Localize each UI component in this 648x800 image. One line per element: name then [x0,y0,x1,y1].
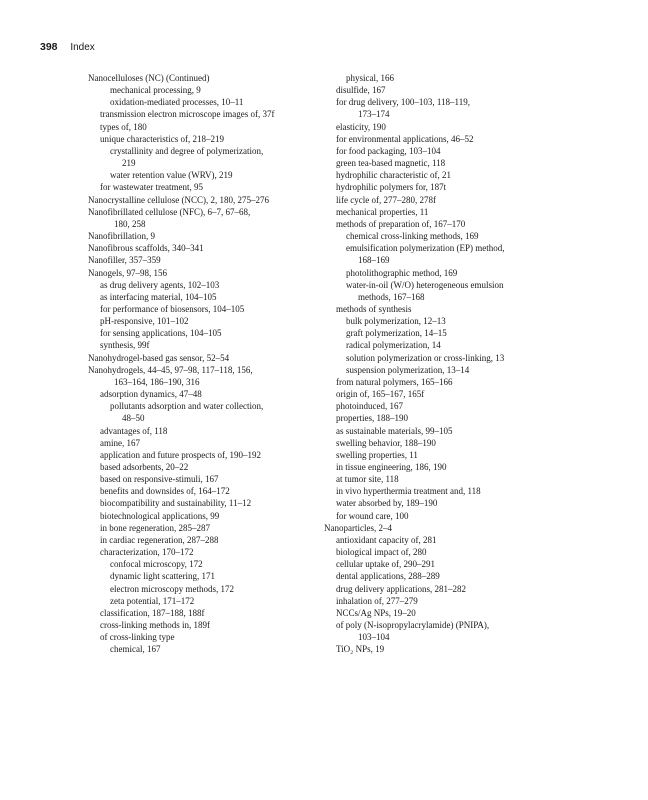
index-entry: adsorption dynamics, 47–48 [100,389,202,400]
index-entry: physical, 166 [346,73,394,83]
index-entry: suspension polymerization, 13–14 [346,364,470,375]
index-entry: unique characteristics of, 218–219 [100,133,224,144]
index-entry: Nanogels, 97–98, 156 [88,267,167,278]
index-entry: Nanoparticles, 2–4 [324,522,392,533]
index-entry: cross-linking methods in, 189f [100,620,210,631]
index-entry: hydrophilic characteristic of, 21 [336,170,451,181]
index-entry: confocal microscopy, 172 [110,559,203,570]
index-entry: at tumor site, 118 [336,474,399,485]
index-entry: based adsorbents, 20–22 [100,462,189,472]
index-entry: 173–174 [358,109,390,120]
index-entry: hydrophilic polymers for, 187t [336,182,447,193]
index-entry: Nanocelluloses (NC) (Continued) [88,73,210,83]
index-entry: in tissue engineering, 186, 190 [336,462,447,472]
index-entry: Nanofibrillated cellulose (NFC), 6–7, 67–68, [88,206,251,217]
index-entry: 163–164, 186–190, 316 [114,376,200,387]
index-entry: inhalation of, 277–279 [336,595,418,606]
index-entry: from natural polymers, 165–166 [336,376,453,387]
index-entry: chemical, 167 [110,644,161,655]
index-entry: for wastewater treatment, 95 [100,182,203,193]
index-entry: water-in-oil (W/O) heterogeneous emulsion [346,279,504,290]
index-entry: swelling behavior, 188–190 [336,437,436,448]
index-entry: TiO₂ NPs, 19 [336,644,385,655]
index-entry: NCCs/Ag NPs, 19–20 [336,607,416,618]
index-entry: Nanohydrogel-based gas sensor, 52–54 [88,352,230,363]
index-entry: biotechnological applications, 99 [100,510,220,521]
index-entry: Nanocrystalline cellulose (NCC), 2, 180, 275–276 [88,194,269,205]
index-entry: 168–169 [358,255,390,266]
index-entry: in bone regeneration, 285–287 [100,522,210,533]
index-entry: photolithographic method, 169 [346,267,458,278]
index-entry: as sustainable materials, 99–105 [336,425,453,436]
index-entry: for sensing applications, 104–105 [100,328,222,339]
index-entry: antioxidant capacity of, 281 [336,534,437,545]
index-column-right [324,72,556,656]
index-entry: life cycle of, 277–280, 278f [336,194,436,205]
index-entry: for wound care, 100 [336,510,409,521]
index-entry: photoinduced, 167 [336,401,403,412]
index-entry: origin of, 165–167, 165f [336,389,425,400]
index-entry: in cardiac regeneration, 287–288 [100,534,219,545]
index-entry: radical polymerization, 14 [346,340,441,351]
index-entry: for drug delivery, 100–103, 118–119, [336,97,470,108]
index-column-left [88,72,326,656]
index-entry: crystallinity and degree of polymerization, [110,145,264,156]
index-entry: in vivo hyperthermia treatment and, 118 [336,486,481,497]
running-head [40,41,95,54]
index-entry: 48–50 [122,413,145,424]
index-entry: Nanofibrillation, 9 [88,231,155,242]
index-entry: amine, 167 [100,437,140,448]
index-entry: Nanohydrogels, 44–45, 97–98, 117–118, 156, [88,364,253,375]
index-entry: biocompatibility and sustainability, 11–12 [100,498,252,509]
index-entry: for performance of biosensors, 104–105 [100,303,245,314]
index-entry: synthesis, 99f [100,340,150,351]
index-entry: drug delivery applications, 281–282 [336,583,466,594]
index-entry: oxidation-mediated processes, 10–11 [110,97,244,108]
index-entry: of poly (N-isopropylacrylamide) (PNIPA), [336,620,490,631]
index-entry: Nanofibrous scaffolds, 340–341 [88,243,204,254]
index-entry: green tea-based magnetic, 118 [336,158,446,169]
index-entry: zeta potential, 171–172 [110,595,195,606]
index-entry: for environmental applications, 46–52 [336,133,474,144]
index-entry: pollutants adsorption and water collection, [110,401,264,412]
index-entry: bulk polymerization, 12–13 [346,316,446,327]
index-entry: 180, 258 [114,218,146,229]
index-entry: Nanofiller, 357–359 [88,255,161,266]
index-entry: emulsification polymerization (EP) method, [346,243,505,254]
index-entry: methods of preparation of, 167–170 [336,218,466,229]
index-entry: biological impact of, 280 [336,547,427,558]
index-entry: swelling properties, 11 [336,449,418,460]
index-entry: classification, 187–188, 188f [100,607,205,618]
index-entry: 219 [122,158,136,169]
index-entry: as interfacing material, 104–105 [100,291,217,302]
index-entry: methods, 167–168 [358,291,425,302]
index-entry: cellular uptake of, 290–291 [336,559,435,570]
index-entry: water retention value (WRV), 219 [110,170,233,181]
index-entry: dynamic light scattering, 171 [110,571,215,582]
index-entry: for food packaging, 103–104 [336,145,441,156]
index-entry: properties, 188–190 [336,413,408,424]
index-entry: elasticity, 190 [336,121,386,132]
index-entry: chemical cross-linking methods, 169 [346,231,479,242]
index-entry: methods of synthesis [336,303,412,314]
index-entry: graft polymerization, 14–15 [346,328,447,339]
page-number: 398 [40,41,58,53]
index-entry: solution polymerization or cross-linking, 13 [346,352,505,363]
index-entry: mechanical properties, 11 [336,206,429,217]
index-entry: characterization, 170–172 [100,547,194,558]
index-entry: disulfide, 167 [336,85,386,96]
index-entry: mechanical processing, 9 [110,85,201,96]
index-entry: benefits and downsides of, 164–172 [100,486,230,497]
index-entry: electron microscopy methods, 172 [110,583,234,594]
index-entry: as drug delivery agents, 102–103 [100,279,220,290]
index-entry: 103–104 [358,632,390,643]
index-entry: based on responsive-stimuli, 167 [100,474,219,485]
index-entry: pH-responsive, 101–102 [100,316,189,327]
index-entry: advantages of, 118 [100,425,168,436]
index-entry: transmission electron microscope images of, 37f [100,109,275,120]
index-entry: water absorbed by, 189–190 [336,498,438,509]
index-entry: dental applications, 288–289 [336,571,440,582]
index-entry: application and future prospects of, 190–192 [100,449,261,460]
section-title: Index [70,42,95,53]
index-entry: of cross-linking type [100,632,175,643]
index-entry: types of, 180 [100,121,147,132]
